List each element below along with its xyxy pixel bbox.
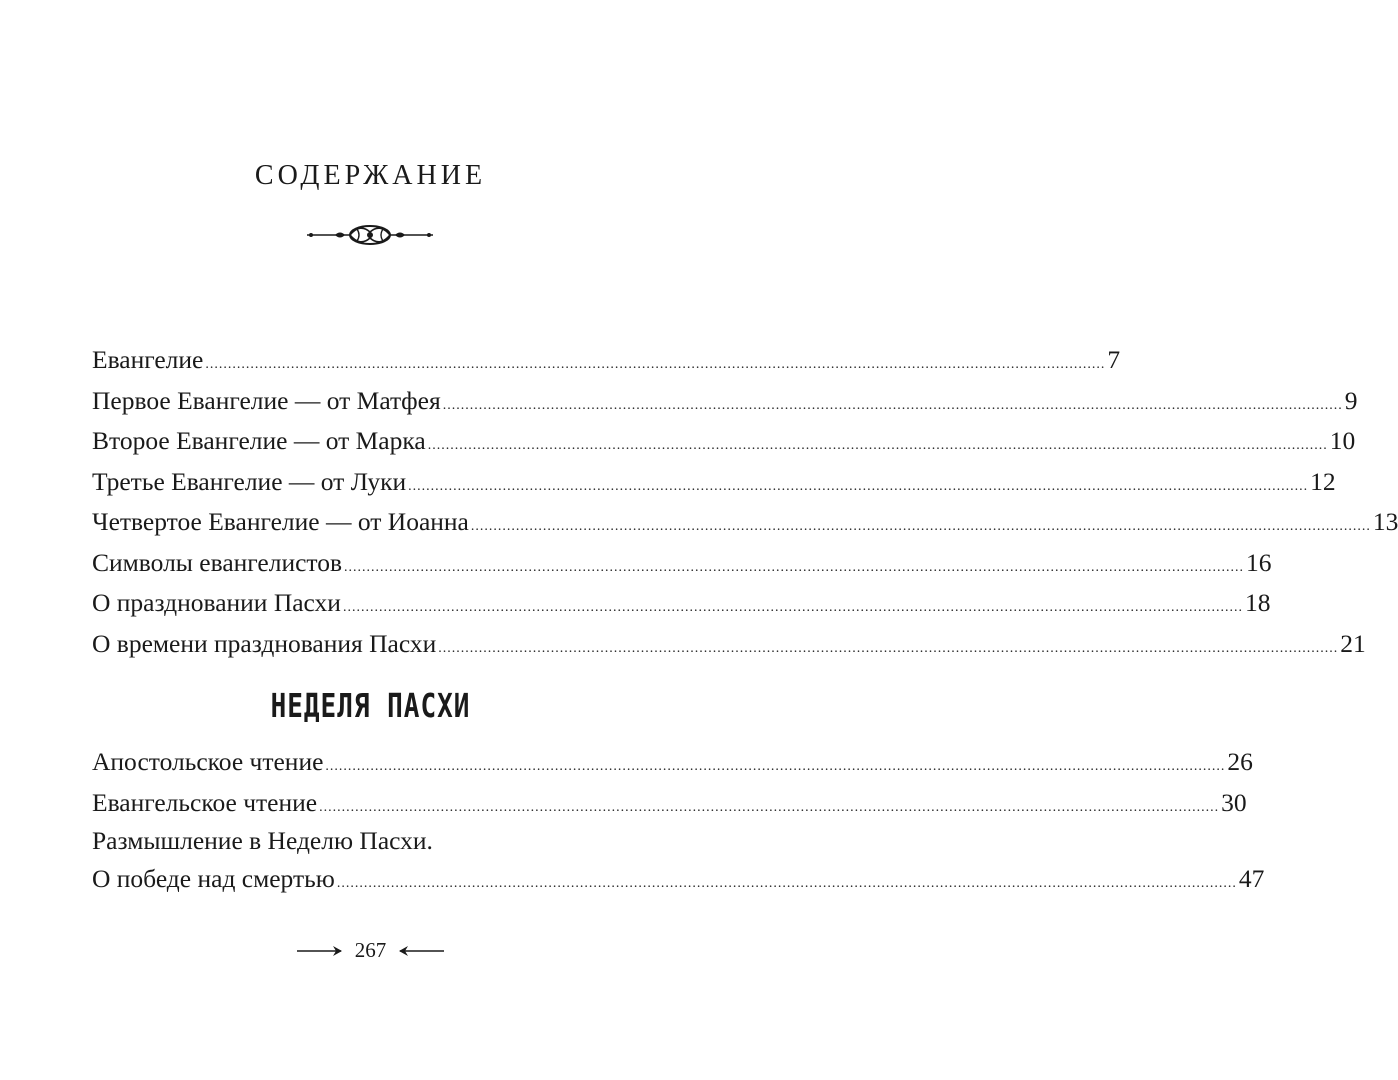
toc-entry-title: Символы евангелистов (92, 547, 343, 577)
toc-entry-title: Четвертое Евангелие — от Иоанна (92, 507, 469, 536)
leader-dots: ........................................................................................................................................................................................................ (438, 640, 1339, 656)
leader-dots: ........................................................................................................................................................................................................ (319, 799, 1220, 815)
toc-entry-page: 16 (1246, 547, 1272, 577)
toc-entry-page: 26 (1227, 747, 1253, 776)
toc-entry[interactable] (92, 783, 1247, 824)
toc-entry[interactable] (92, 543, 1272, 584)
toc-entry-page: 9 (1344, 385, 1358, 415)
toc-entry-page: 21 (1340, 628, 1366, 658)
toc-entry-page: 12 (1310, 466, 1336, 496)
toc-entry-page: 7 (1107, 345, 1121, 374)
toc-entry[interactable] (92, 624, 1366, 665)
ornament-icon (305, 220, 435, 250)
toc-list-easter-week (92, 742, 1265, 900)
folio (0, 938, 741, 963)
toc-entry-title-line1: Размышление в Неделю Пасхи. (92, 826, 433, 855)
toc-entry[interactable] (92, 421, 1356, 462)
toc-entry[interactable] (92, 381, 1358, 422)
page-title: СОДЕРЖАНИЕ (254, 160, 487, 191)
toc-entry-page: 13 (1372, 507, 1398, 536)
toc-entry-row (92, 859, 1265, 900)
toc-entry-title: Третье Евангелие — от Луки (92, 466, 407, 496)
arrow-line-left-icon (297, 944, 343, 958)
toc-entry-page: 47 (1238, 864, 1265, 893)
leader-dots: ........................................................................................................................................................................................................ (470, 519, 1371, 534)
leader-dots: ........................................................................................................................................................................................................ (325, 759, 1226, 774)
toc-entry-title: О времени празднования Пасхи (92, 628, 437, 658)
toc-entry-page: 18 (1244, 588, 1271, 617)
page-number: 267 (354, 938, 387, 962)
toc-entry[interactable] (92, 502, 1398, 543)
toc-entry[interactable] (92, 340, 1121, 381)
toc-entry-title: Евангелие (92, 345, 204, 374)
toc-entry-title-line2: О победе над смертью (92, 864, 335, 893)
leader-dots: ........................................................................................................................................................................................................ (442, 397, 1343, 413)
section-heading: НЕДЕЛЯ ПАСХИ (270, 688, 471, 726)
toc-entry[interactable] (92, 742, 1253, 783)
toc-entry-title: Апостольское чтение (92, 747, 324, 776)
toc-list-intro (92, 340, 1398, 664)
leader-dots: ........................................................................................................................................................................................................ (344, 559, 1245, 575)
toc-entry[interactable] (92, 583, 1271, 624)
toc-entry-title: Евангельское чтение (92, 787, 318, 817)
toc-entry[interactable] (92, 823, 1265, 900)
toc-entry-page: 30 (1221, 787, 1247, 817)
leader-dots: ........................................................................................................................................................................................................ (205, 357, 1106, 372)
toc-entry[interactable] (92, 462, 1336, 503)
leader-dots: ........................................................................................................................................................................................................ (427, 438, 1328, 453)
toc-entry-title: О праздновании Пасхи (92, 588, 341, 617)
arrow-line-right-icon (398, 944, 444, 958)
leader-dots: ........................................................................................................................................................................................................ (342, 600, 1243, 615)
toc-entry-title: Второе Евангелие — от Марка (92, 426, 426, 455)
toc-entry-page: 10 (1329, 426, 1356, 455)
leader-dots: ........................................................................................................................................................................................................ (336, 876, 1237, 891)
toc-entry-title: Первое Евангелие — от Матфея (92, 385, 441, 415)
leader-dots: ........................................................................................................................................................................................................ (408, 478, 1309, 494)
